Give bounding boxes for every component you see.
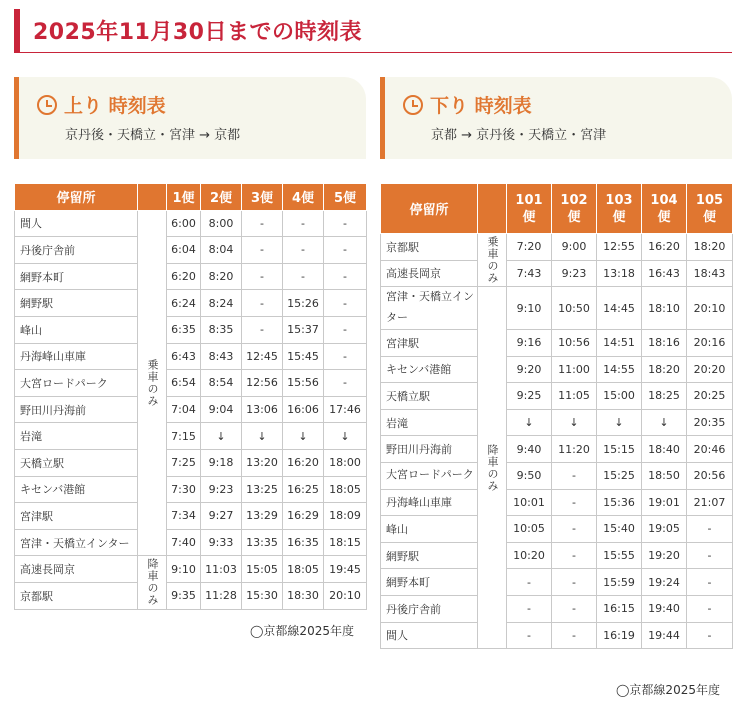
- time-cell: 6:43: [167, 343, 201, 370]
- column-header-bin: 5便: [324, 184, 367, 211]
- time-cell: 8:43: [201, 343, 242, 370]
- bin-unit: 便: [702, 209, 716, 225]
- time-cell: 18:30: [283, 582, 324, 609]
- stop-name: 京都駅: [381, 234, 478, 261]
- time-cell: -: [242, 263, 283, 290]
- time-cell: -: [283, 237, 324, 264]
- time-cell: 7:15: [167, 423, 201, 450]
- table-row: [15, 476, 367, 503]
- time-cell: -: [687, 622, 733, 649]
- time-cell: 14:55: [597, 356, 642, 383]
- time-cell: 9:25: [507, 383, 552, 410]
- column-header-bin: [642, 184, 687, 234]
- down-timetable-header: [380, 77, 732, 159]
- bin-unit: 便: [522, 209, 536, 225]
- column-header-bin: 3便: [242, 184, 283, 211]
- stop-name: 丹海峰山車庫: [15, 343, 138, 370]
- time-cell: 9:27: [201, 503, 242, 530]
- time-cell: -: [324, 237, 367, 264]
- table-row: [15, 210, 367, 237]
- stop-name: 網野本町: [15, 263, 138, 290]
- column-header-stop: 停留所: [15, 184, 138, 211]
- table-row: [15, 263, 367, 290]
- time-cell: 13:18: [597, 260, 642, 287]
- time-cell: 7:30: [167, 476, 201, 503]
- time-cell: 18:09: [324, 503, 367, 530]
- time-cell: -: [242, 316, 283, 343]
- table-row: [381, 409, 733, 436]
- time-cell: 8:35: [201, 316, 242, 343]
- time-cell: -: [552, 569, 597, 596]
- down-footnote: ◯京都線2025年度: [616, 683, 720, 697]
- table-row: [381, 516, 733, 543]
- time-cell: 9:16: [507, 329, 552, 356]
- time-cell: 10:20: [507, 542, 552, 569]
- clock-icon: [403, 95, 423, 115]
- time-cell: 6:24: [167, 290, 201, 317]
- table-row: [381, 356, 733, 383]
- table-row: [15, 290, 367, 317]
- time-cell: 18:10: [642, 287, 687, 330]
- time-cell: 7:25: [167, 449, 201, 476]
- time-cell: 9:18: [201, 449, 242, 476]
- time-cell: 19:20: [642, 542, 687, 569]
- time-cell: 19:40: [642, 595, 687, 622]
- time-cell: -: [283, 263, 324, 290]
- bin-unit: 便: [657, 209, 671, 225]
- time-cell: 15:56: [283, 370, 324, 397]
- time-cell: 6:04: [167, 237, 201, 264]
- stop-name: 網野駅: [381, 542, 478, 569]
- time-cell: -: [324, 370, 367, 397]
- table-row: [15, 316, 367, 343]
- table-row: [381, 462, 733, 489]
- time-cell: 20:35: [687, 409, 733, 436]
- time-cell: ↓: [597, 409, 642, 436]
- time-cell: 8:54: [201, 370, 242, 397]
- time-cell: 7:34: [167, 503, 201, 530]
- time-cell: 21:07: [687, 489, 733, 516]
- time-cell: 20:20: [687, 356, 733, 383]
- time-cell: 20:46: [687, 436, 733, 463]
- time-cell: 9:33: [201, 529, 242, 556]
- up-timetable-title: 上り 時刻表: [64, 95, 166, 117]
- table-row: [15, 343, 367, 370]
- time-cell: 9:20: [507, 356, 552, 383]
- table-row: [15, 556, 367, 583]
- time-cell: -: [552, 595, 597, 622]
- time-cell: -: [283, 210, 324, 237]
- down-timetable: [380, 183, 733, 649]
- table-row: [15, 370, 367, 397]
- time-cell: 18:16: [642, 329, 687, 356]
- time-cell: -: [552, 622, 597, 649]
- time-cell: 15:37: [283, 316, 324, 343]
- table-row: [15, 582, 367, 609]
- time-cell: 15:40: [597, 516, 642, 543]
- time-cell: -: [324, 290, 367, 317]
- time-cell: -: [687, 516, 733, 543]
- page-title: 2025年11月30日までの時刻表: [14, 9, 732, 53]
- table-row: [381, 329, 733, 356]
- table-row: [381, 542, 733, 569]
- time-cell: 11:20: [552, 436, 597, 463]
- time-cell: 16:20: [283, 449, 324, 476]
- time-cell: 19:24: [642, 569, 687, 596]
- time-cell: 10:56: [552, 329, 597, 356]
- column-header-bin: [552, 184, 597, 234]
- time-cell: 16:29: [283, 503, 324, 530]
- table-row: [15, 503, 367, 530]
- stop-name: 峰山: [15, 316, 138, 343]
- time-cell: -: [242, 237, 283, 264]
- time-cell: 6:35: [167, 316, 201, 343]
- time-cell: -: [507, 569, 552, 596]
- stop-name: 宮津駅: [15, 503, 138, 530]
- table-row: [381, 595, 733, 622]
- stop-name: キセンバ港館: [381, 356, 478, 383]
- time-cell: 15:36: [597, 489, 642, 516]
- time-cell: 15:26: [283, 290, 324, 317]
- time-cell: 10:01: [507, 489, 552, 516]
- table-row: [15, 449, 367, 476]
- time-cell: 16:43: [642, 260, 687, 287]
- stop-name: 高速長岡京: [15, 556, 138, 583]
- time-cell: -: [552, 516, 597, 543]
- time-cell: 20:25: [687, 383, 733, 410]
- time-cell: 12:45: [242, 343, 283, 370]
- bin-number: 103: [605, 192, 633, 208]
- time-cell: 20:10: [324, 582, 367, 609]
- time-cell: ↓: [201, 423, 242, 450]
- time-cell: 13:20: [242, 449, 283, 476]
- time-cell: 10:05: [507, 516, 552, 543]
- time-cell: 15:55: [597, 542, 642, 569]
- time-cell: 15:45: [283, 343, 324, 370]
- stop-name: 宮津・天橋立インター: [15, 529, 138, 556]
- column-header-bin: [687, 184, 733, 234]
- time-cell: -: [324, 316, 367, 343]
- time-cell: 10:50: [552, 287, 597, 330]
- stop-name: 岩滝: [15, 423, 138, 450]
- stop-name: 丹海峰山車庫: [381, 489, 478, 516]
- time-cell: 20:16: [687, 329, 733, 356]
- time-cell: 19:44: [642, 622, 687, 649]
- time-cell: 18:50: [642, 462, 687, 489]
- stop-name: 野田川丹海前: [15, 396, 138, 423]
- time-cell: 9:00: [552, 234, 597, 261]
- column-header-note: [138, 184, 167, 211]
- time-cell: 9:35: [167, 582, 201, 609]
- boarding-only-label: 乗車のみ: [478, 234, 507, 287]
- time-cell: 13:06: [242, 396, 283, 423]
- stop-name: 天橋立駅: [15, 449, 138, 476]
- time-cell: 7:20: [507, 234, 552, 261]
- table-row: [381, 489, 733, 516]
- stop-name: 峰山: [381, 516, 478, 543]
- time-cell: 19:05: [642, 516, 687, 543]
- stop-name: 天橋立駅: [381, 383, 478, 410]
- time-cell: 16:15: [597, 595, 642, 622]
- bin-number: 101: [515, 192, 543, 208]
- time-cell: ↓: [283, 423, 324, 450]
- time-cell: 8:04: [201, 237, 242, 264]
- time-cell: ↓: [242, 423, 283, 450]
- time-cell: 19:01: [642, 489, 687, 516]
- table-row: [381, 622, 733, 649]
- bin-unit: 便: [612, 209, 626, 225]
- time-cell: -: [687, 542, 733, 569]
- time-cell: 16:06: [283, 396, 324, 423]
- column-header-bin: [597, 184, 642, 234]
- stop-name: 間人: [381, 622, 478, 649]
- up-footnote: ◯京都線2025年度: [250, 624, 354, 638]
- time-cell: ↓: [552, 409, 597, 436]
- bin-unit: 便: [567, 209, 581, 225]
- column-header-bin: 2便: [201, 184, 242, 211]
- time-cell: -: [552, 542, 597, 569]
- stop-name: 高速長岡京: [381, 260, 478, 287]
- column-header-bin: 4便: [283, 184, 324, 211]
- table-row: [381, 383, 733, 410]
- time-cell: 18:05: [283, 556, 324, 583]
- column-header-stop: 停留所: [381, 184, 478, 234]
- time-cell: 13:29: [242, 503, 283, 530]
- time-cell: 17:46: [324, 396, 367, 423]
- time-cell: -: [507, 595, 552, 622]
- time-cell: ↓: [507, 409, 552, 436]
- time-cell: 11:00: [552, 356, 597, 383]
- stop-name: 大宮ロードパーク: [381, 462, 478, 489]
- time-cell: 14:45: [597, 287, 642, 330]
- time-cell: 14:51: [597, 329, 642, 356]
- time-cell: -: [324, 263, 367, 290]
- time-cell: 9:50: [507, 462, 552, 489]
- table-row: [381, 287, 733, 330]
- time-cell: 9:10: [167, 556, 201, 583]
- time-cell: 18:43: [687, 260, 733, 287]
- stop-name: 岩滝: [381, 409, 478, 436]
- time-cell: 7:04: [167, 396, 201, 423]
- time-cell: -: [324, 343, 367, 370]
- time-cell: 7:40: [167, 529, 201, 556]
- stop-name: 丹後庁舎前: [381, 595, 478, 622]
- time-cell: -: [242, 290, 283, 317]
- up-timetable-header: [14, 77, 366, 159]
- time-cell: 8:00: [201, 210, 242, 237]
- alighting-only-label: 降車のみ: [138, 556, 167, 609]
- stop-name: 宮津駅: [381, 329, 478, 356]
- alighting-only-label: 降車のみ: [478, 287, 507, 649]
- time-cell: 18:20: [687, 234, 733, 261]
- table-row: [15, 396, 367, 423]
- table-row: [381, 569, 733, 596]
- time-cell: 7:43: [507, 260, 552, 287]
- table-row: [15, 529, 367, 556]
- time-cell: -: [552, 489, 597, 516]
- time-cell: 18:25: [642, 383, 687, 410]
- time-cell: 15:59: [597, 569, 642, 596]
- table-header-row: [381, 184, 733, 234]
- time-cell: ↓: [642, 409, 687, 436]
- down-timetable-title: 下り 時刻表: [430, 95, 532, 117]
- time-cell: 16:25: [283, 476, 324, 503]
- time-cell: 13:35: [242, 529, 283, 556]
- stop-name: 丹後庁舎前: [15, 237, 138, 264]
- clock-icon: [37, 95, 57, 115]
- time-cell: -: [507, 622, 552, 649]
- time-cell: 15:15: [597, 436, 642, 463]
- table-row: [15, 237, 367, 264]
- time-cell: 11:03: [201, 556, 242, 583]
- time-cell: 9:40: [507, 436, 552, 463]
- time-cell: ↓: [324, 423, 367, 450]
- time-cell: 15:05: [242, 556, 283, 583]
- stop-name: キセンバ港館: [15, 476, 138, 503]
- time-cell: 13:25: [242, 476, 283, 503]
- up-route: 京丹後・天橋立・宮津 → 京都: [65, 128, 241, 143]
- stop-name: 宮津・天橋立インター: [381, 287, 478, 330]
- time-cell: -: [242, 210, 283, 237]
- table-row: [381, 260, 733, 287]
- stop-name: 京都駅: [15, 582, 138, 609]
- table-row: [15, 423, 367, 450]
- up-timetable: [14, 183, 367, 610]
- time-cell: 6:54: [167, 370, 201, 397]
- down-route: 京都 → 京丹後・天橋立・宮津: [431, 128, 607, 143]
- column-header-bin: 1便: [167, 184, 201, 211]
- time-cell: 16:19: [597, 622, 642, 649]
- time-cell: 12:56: [242, 370, 283, 397]
- time-cell: 9:23: [552, 260, 597, 287]
- time-cell: 11:28: [201, 582, 242, 609]
- time-cell: 16:35: [283, 529, 324, 556]
- column-header-note: [478, 184, 507, 234]
- time-cell: 16:20: [642, 234, 687, 261]
- stop-name: 間人: [15, 210, 138, 237]
- time-cell: 18:15: [324, 529, 367, 556]
- bin-number: 105: [695, 192, 724, 208]
- time-cell: 15:00: [597, 383, 642, 410]
- time-cell: 20:10: [687, 287, 733, 330]
- time-cell: -: [324, 210, 367, 237]
- time-cell: -: [552, 462, 597, 489]
- time-cell: 18:40: [642, 436, 687, 463]
- time-cell: -: [687, 595, 733, 622]
- time-cell: 12:55: [597, 234, 642, 261]
- table-row: [381, 436, 733, 463]
- time-cell: -: [687, 569, 733, 596]
- column-header-bin: [507, 184, 552, 234]
- stop-name: 網野駅: [15, 290, 138, 317]
- time-cell: 9:04: [201, 396, 242, 423]
- time-cell: 8:20: [201, 263, 242, 290]
- bin-number: 102: [560, 192, 588, 208]
- bin-number: 104: [650, 192, 678, 208]
- boarding-only-label: 乗車のみ: [138, 210, 167, 556]
- time-cell: 6:00: [167, 210, 201, 237]
- time-cell: 18:20: [642, 356, 687, 383]
- time-cell: 18:00: [324, 449, 367, 476]
- time-cell: 8:24: [201, 290, 242, 317]
- time-cell: 15:25: [597, 462, 642, 489]
- time-cell: 11:05: [552, 383, 597, 410]
- time-cell: 19:45: [324, 556, 367, 583]
- table-header-row: [15, 184, 367, 211]
- stop-name: 網野本町: [381, 569, 478, 596]
- stop-name: 大宮ロードパーク: [15, 370, 138, 397]
- time-cell: 15:30: [242, 582, 283, 609]
- time-cell: 20:56: [687, 462, 733, 489]
- time-cell: 9:23: [201, 476, 242, 503]
- time-cell: 6:20: [167, 263, 201, 290]
- time-cell: 18:05: [324, 476, 367, 503]
- time-cell: 9:10: [507, 287, 552, 330]
- table-row: [381, 234, 733, 261]
- stop-name: 野田川丹海前: [381, 436, 478, 463]
